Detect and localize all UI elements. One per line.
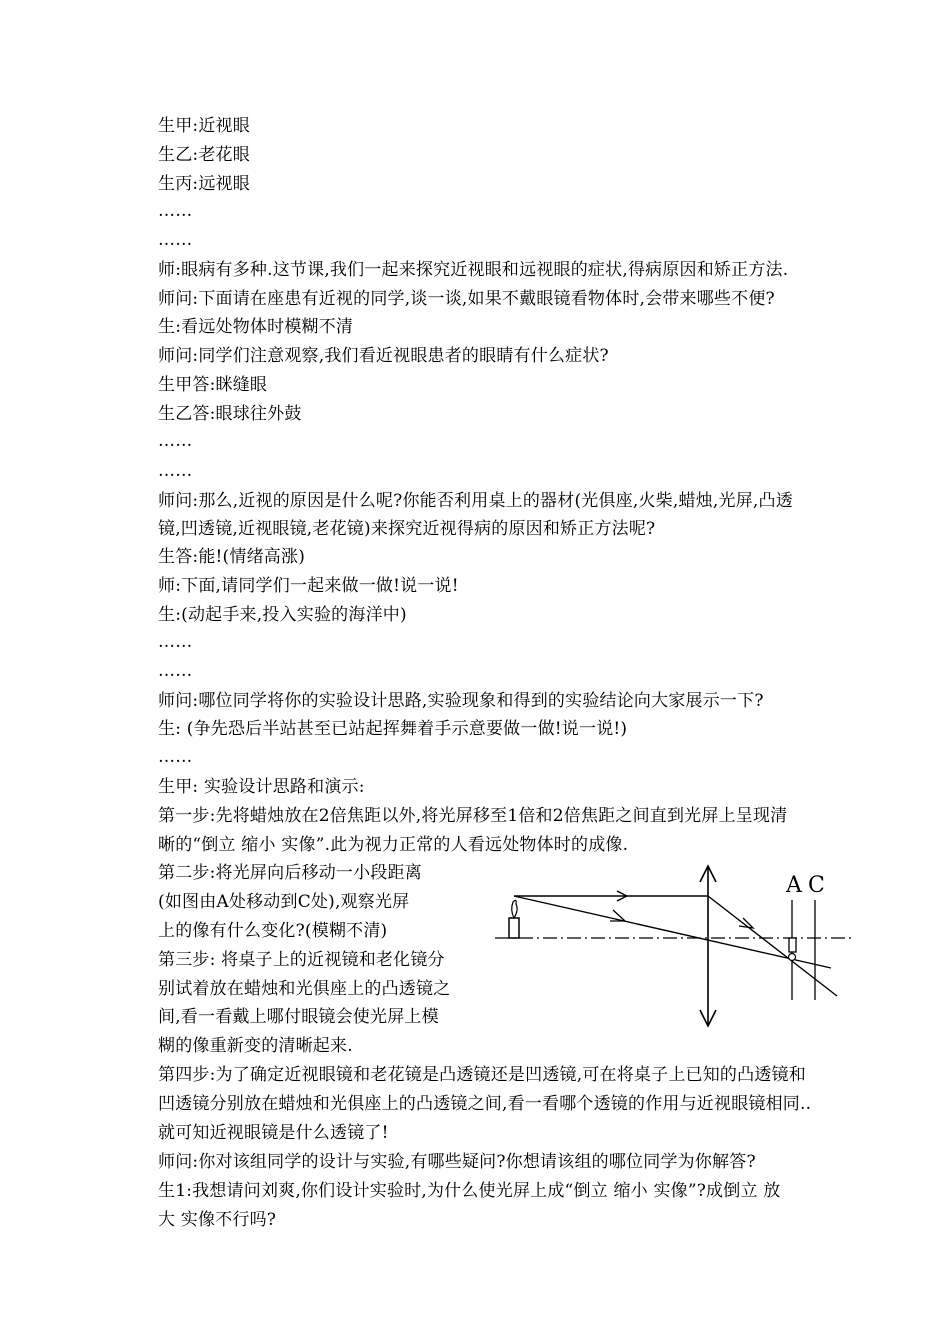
ray-arrow-icon [739,918,753,928]
text-line: 生:(动起手来,投入实验的海洋中) [158,605,407,625]
text-line: …… [158,431,193,451]
text-line: 生1:我想请问刘爽,你们设计实验时,为什么使光屏上成“倒立 缩小 实像”?成倒立 放 [158,1181,781,1201]
text-line: 别试着放在蜡烛和光俱座上的凸透镜之 [158,979,451,999]
ray-refracted [708,896,837,996]
text-line: 生甲:近视眼 [158,116,250,136]
candle-body [509,918,519,938]
text-line: 生乙:老花眼 [158,145,250,165]
text-line: 师问:你对该组同学的设计与实验,有哪些疑问?你想请该组的哪位同学为你解答? [158,1152,756,1172]
text-line: …… [158,747,193,767]
text-line: …… [158,632,193,652]
ray-through-centre [514,896,831,968]
text-line: 镜,凹透镜,近视眼镜,老花镜)来探究近视得病的原因和矫正方法呢? [158,519,656,539]
text-line: 上的像有什么变化?(模糊不清) [158,921,388,941]
text-line: 师问:同学们注意观察,我们看近视眼患者的眼睛有什么症状? [158,346,609,366]
image-flame-icon [789,954,796,961]
text-line: 师问:下面请在座患有近视的同学,谈一谈,如果不戴眼镜看物体时,会带来哪些不便? [158,289,775,309]
text-line: 凹透镜分别放在蜡烛和光俱座上的凸透镜之间,看一看哪个透镜的作用与近视眼镜相同.. [158,1094,812,1114]
text-line: 第二步:将光屏向后移动一小段距离 [158,863,422,883]
text-line: 师问:哪位同学将你的实验设计思路,实验现象和得到的实验结论向大家展示一下? [158,691,764,711]
text-line: …… [158,230,193,250]
convex-lens-ray-diagram [495,860,865,1035]
label-c: C [808,873,825,898]
text-line: 生甲: 实验设计思路和演示: [158,777,365,797]
text-line: …… [158,461,193,481]
text-line: …… [158,201,193,221]
text-line: 生: (争先恐后半站甚至已站起挥舞着手示意要做一做!说一说!) [158,719,628,739]
text-line: 第四步:为了确定近视眼镜和老花镜是凸透镜还是凹透镜,可在将桌子上已知的凸透镜和 [158,1065,806,1085]
text-line: 糊的像重新变的清晰起来. [158,1036,353,1056]
text-line: 晰的“倒立 缩小 实像”.此为视力正常的人看远处物体时的成像. [158,835,629,855]
text-line: 师问:那么,近视的原因是什么呢?你能否利用桌上的器材(光俱座,火柴,蜡烛,光屏,凸透 [158,491,793,511]
text-line: (如图由A处移动到C处),观察光屏 [158,892,410,912]
text-line: 第一步:先将蜡烛放在2倍焦距以外,将光屏移至1倍和2倍焦距之间直到光屏上呈现清 [158,806,788,826]
text-line: 大 实像不行吗? [158,1210,277,1230]
label-a: A [786,873,802,898]
text-line: 生答:能!(情绪高涨) [158,547,306,567]
text-line: 师:眼病有多种.这节课,我们一起来探究近视眼和远视眼的症状,得病原因和矫正方法. [158,260,789,280]
text-line: 生乙答:眼球往外鼓 [158,404,302,424]
text-line: 间,看一看戴上哪付眼镜会使光屏上模 [158,1007,439,1027]
text-line: 师:下面,请同学们一起来做一做!说一说! [158,576,459,596]
text-line: 就可知近视眼镜是什么透镜了! [158,1123,389,1143]
candle-flame-icon [512,900,517,918]
text-line: 生甲答:眯缝眼 [158,375,268,395]
text-line: 生:看远处物体时模糊不清 [158,317,354,337]
text-line: 生丙:远视眼 [158,174,250,194]
text-line: 第三步: 将桌子上的近视镜和老化镜分 [158,950,445,970]
inverted-image [789,938,796,952]
text-line: …… [158,661,193,681]
